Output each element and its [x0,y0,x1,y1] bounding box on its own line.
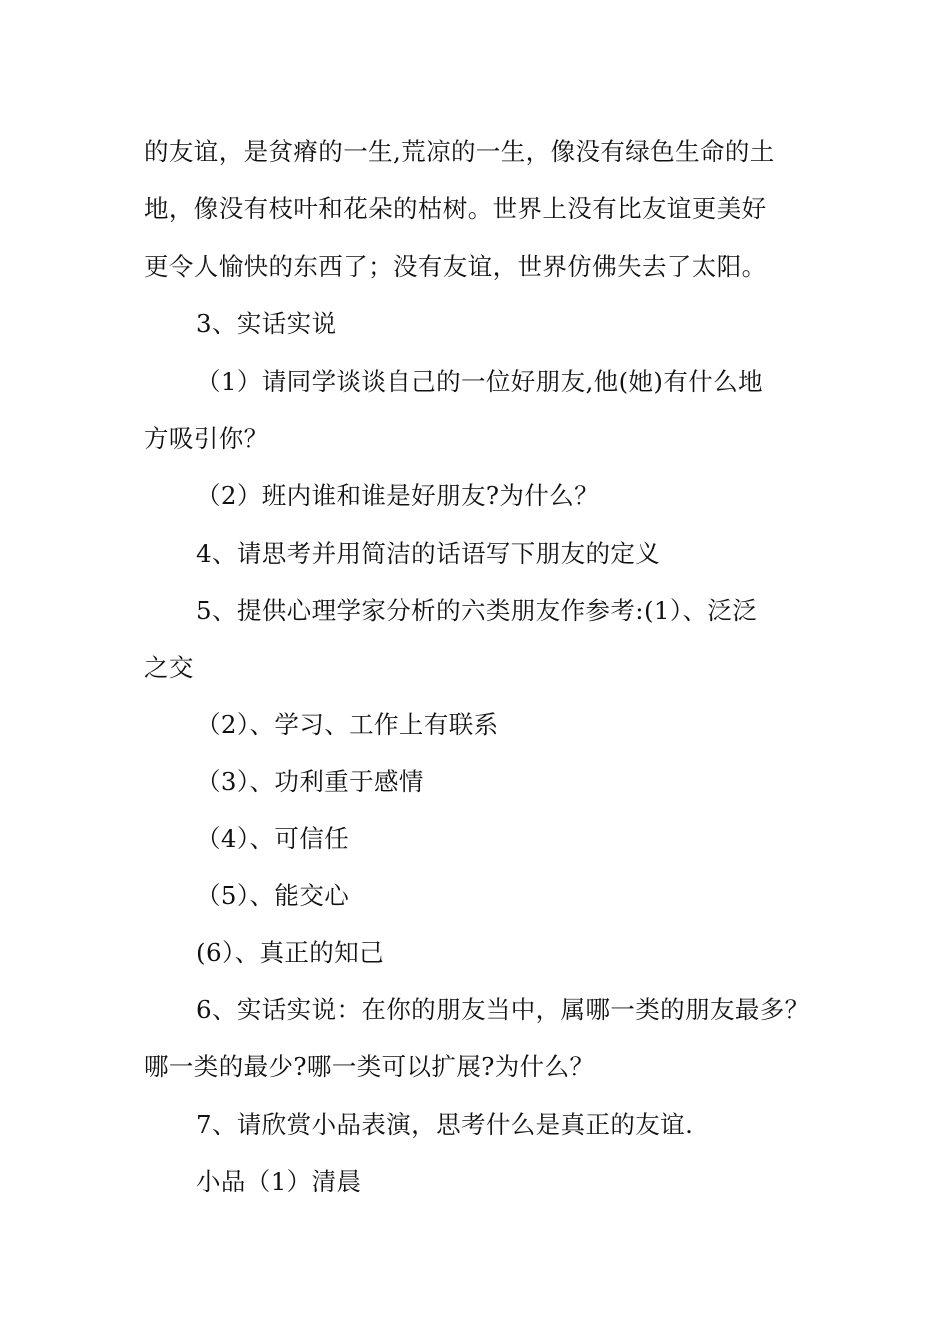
text-line: 更令人愉快的东西了；没有友谊，世界仿佛失去了太阳。 [144,252,767,281]
text-line: 小品（1）清晨 [196,1167,362,1196]
list-item: （2）、学习、工作上有联系 [196,710,499,739]
text-line: 哪一类的最少?哪一类可以扩展?为什么？ [144,1052,595,1081]
text-line: 之交 [144,653,194,682]
section-heading: 5、提供心理学家分析的六类朋友作参考:(1）、泛泛 [196,596,758,625]
list-item: (6）、真正的知己 [196,938,384,967]
section-heading: 4、请思考并用简洁的话语写下朋友的定义 [196,539,661,568]
text-line: 方吸引你？ [144,424,269,453]
section-heading: 7、请欣赏小品表演，思考什么是真正的友谊. [196,1110,694,1139]
text-line: 的友谊，是贫瘠的一生,荒凉的一生，像没有绿色生命的土 [144,137,775,166]
text-line: （1）请同学谈谈自己的一位好朋友,他(她)有什么地 [196,367,763,396]
list-item: （3）、功利重于感情 [196,767,424,796]
section-heading: 3、实话实说 [196,309,337,338]
list-item: （5）、能交心 [196,881,350,910]
list-item: （4）、可信任 [196,824,350,853]
text-line: （2）班内谁和谁是好朋友?为什么？ [196,481,600,510]
section-heading: 6、实话实说：在你的朋友当中，属哪一类的朋友最多？ [196,995,810,1024]
text-line: 地，像没有枝叶和花朵的枯树。世界上没有比友谊更美好 [144,194,767,223]
